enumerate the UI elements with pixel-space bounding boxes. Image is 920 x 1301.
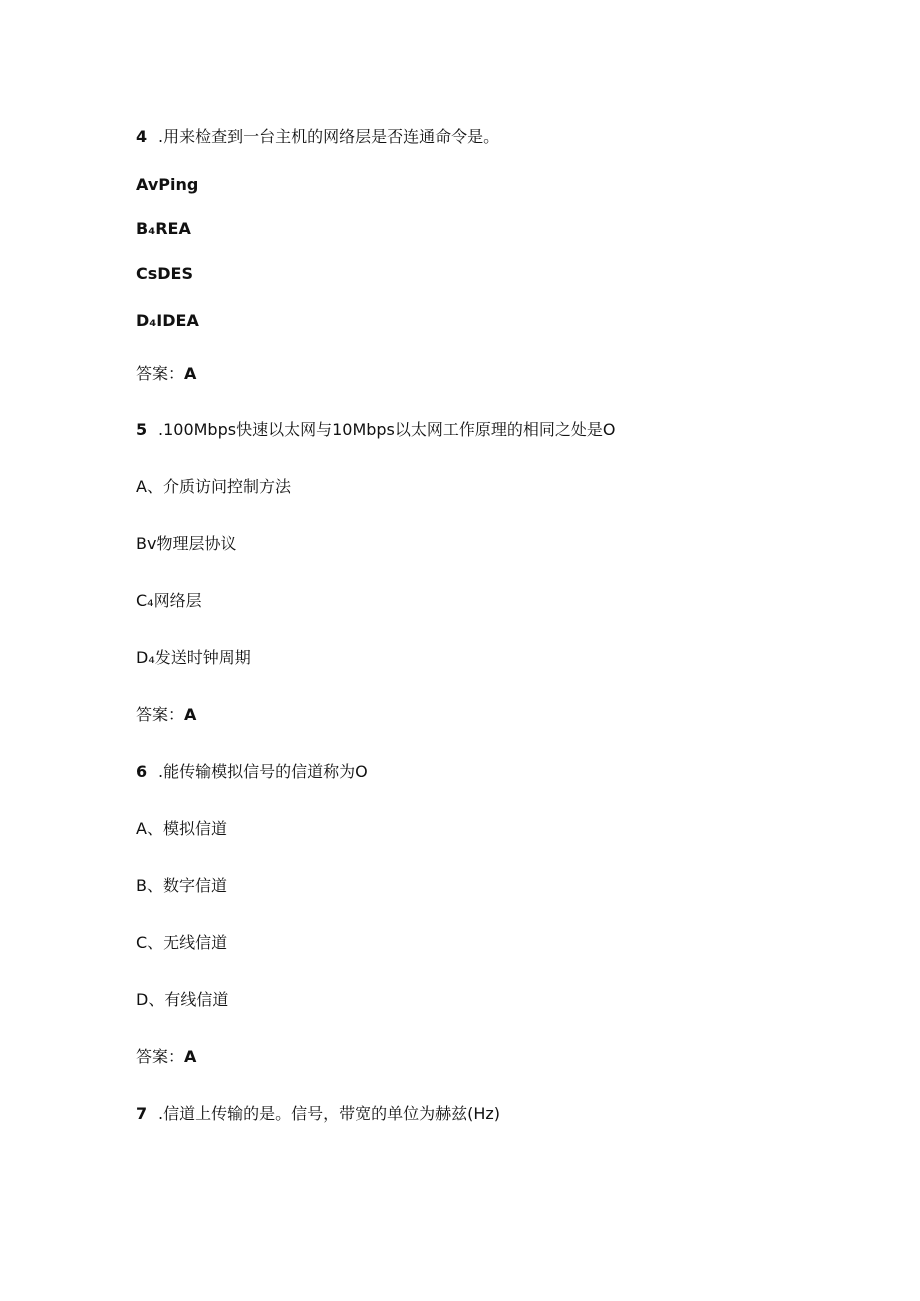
question-stem: .100Mbps快速以太网与10Mbps以太网工作原理的相同之处是O <box>158 420 616 439</box>
option-c: C、无线信道 <box>136 933 228 952</box>
option-d: D₄IDEA <box>136 311 199 330</box>
answer-label: 答案： <box>136 364 185 383</box>
question-number: 5 <box>136 420 148 439</box>
option-c: CsDES <box>136 264 193 283</box>
question-6 <box>136 762 368 782</box>
answer-line <box>136 705 196 725</box>
answer-value: A <box>184 1047 197 1066</box>
question-stem: .能传输模拟信号的信道称为O <box>158 762 368 781</box>
answer-value: A <box>184 364 197 383</box>
answer-label: 答案： <box>136 705 185 724</box>
question-number: 7 <box>136 1104 148 1123</box>
option-a: A、模拟信道 <box>136 819 227 838</box>
option-b: B、数字信道 <box>136 876 227 895</box>
option-b: Bv物理层协议 <box>136 534 237 553</box>
question-4 <box>136 127 499 147</box>
question-7 <box>136 1104 500 1124</box>
option-d: D、有线信道 <box>136 990 229 1009</box>
question-number: 6 <box>136 762 148 781</box>
question-5 <box>136 420 616 440</box>
option-a: AvPing <box>136 175 199 194</box>
answer-line <box>136 364 196 384</box>
option-b: B₄REA <box>136 219 191 238</box>
option-d: D₄发送时钟周期 <box>136 648 251 667</box>
question-number: 4 <box>136 127 148 146</box>
question-stem: .信道上传输的是。信号，带宽的单位为赫兹(Hz) <box>158 1104 501 1123</box>
option-a: A、介质访问控制方法 <box>136 477 291 496</box>
option-c: C₄网络层 <box>136 591 202 610</box>
answer-label: 答案： <box>136 1047 185 1066</box>
answer-value: A <box>184 705 197 724</box>
question-stem: .用来检查到一台主机的网络层是否连通命令是。 <box>158 127 500 146</box>
answer-line <box>136 1047 196 1067</box>
